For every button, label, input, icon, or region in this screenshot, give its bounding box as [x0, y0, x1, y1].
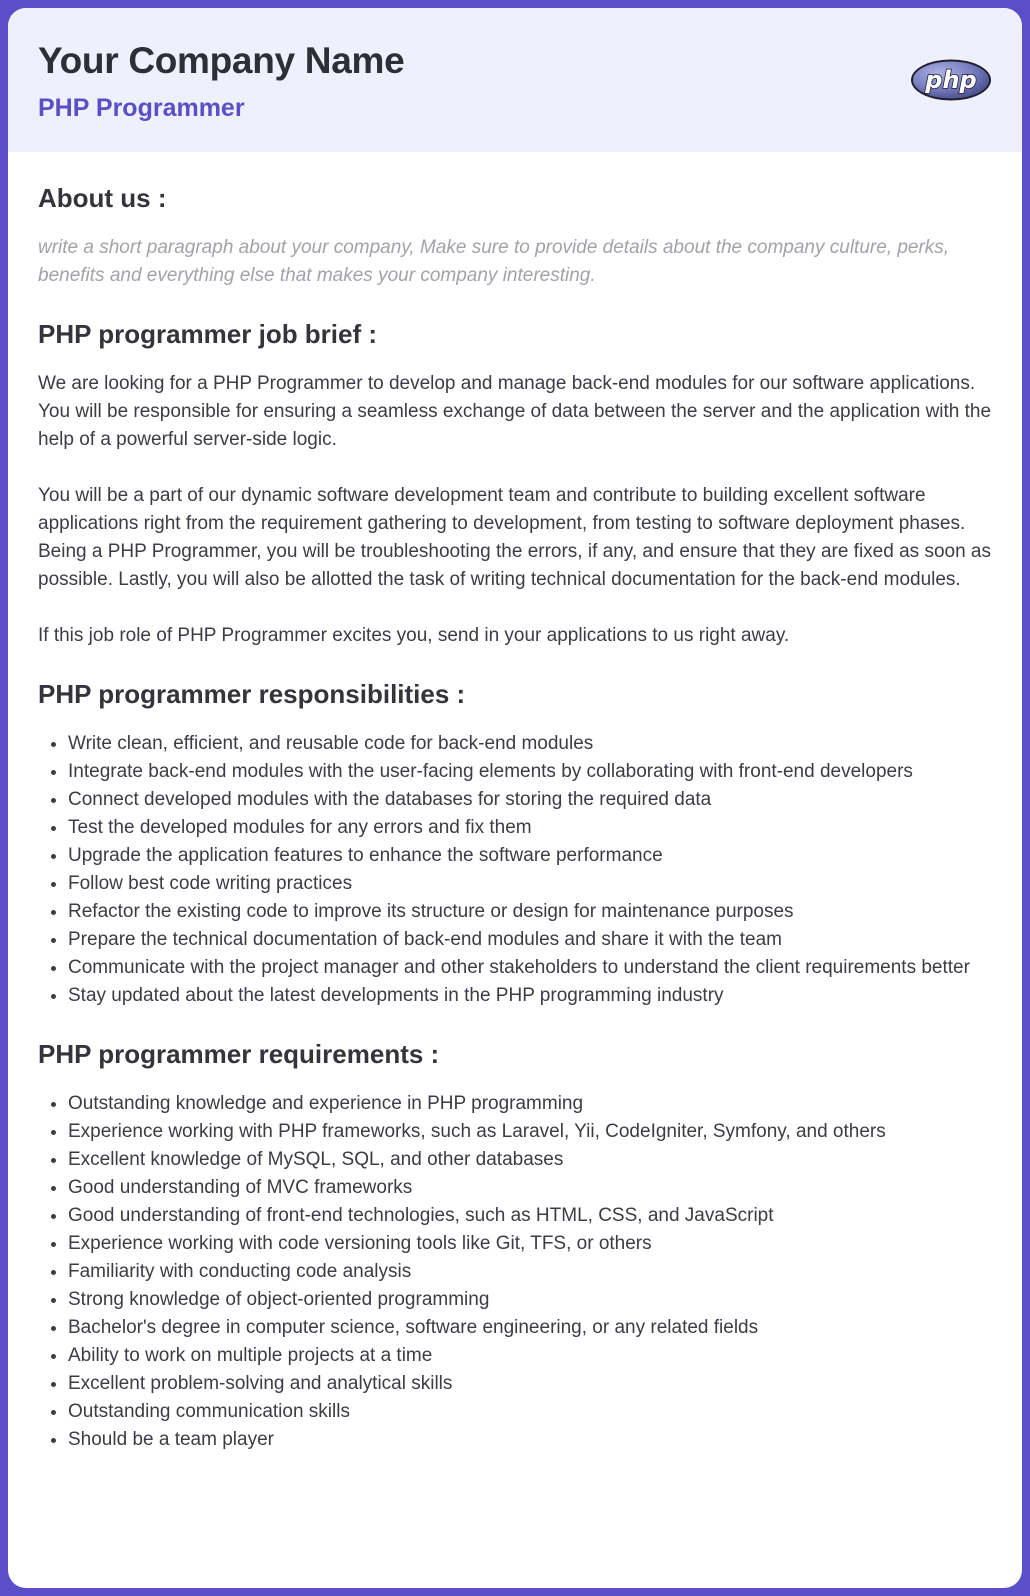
job-brief-paragraph: You will be a part of our dynamic software development team and contribute to building excellent software applications right from the requirement gathering to development, from testing to software deployment phases. Being a PHP Programmer, you will be troubleshooting the errors, if any, and ensure that they are fixed as soon as possible. Lastly, you will also be allotted the task of writing technical documentation for the back-end modules. — [38, 485, 991, 590]
list-item: • Integrate back-end modules with the user-facing elements by collaborating with front-end developers — [68, 758, 992, 786]
about-text: write a short paragraph about your company, Make sure to provide details about the company culture, perks, benefits and everything else that makes your company interesting. — [38, 237, 950, 286]
job-description-card — [8, 8, 1022, 1588]
list-item: • Experience working with code versioning tools like Git, TFS, or others — [68, 1230, 992, 1258]
php-logo-text: php — [925, 66, 977, 94]
list-item: • Excellent problem-solving and analytical skills — [68, 1370, 992, 1398]
list-item: • Ability to work on multiple projects at a time — [68, 1342, 992, 1370]
list-item: • Should be a team player — [68, 1426, 992, 1454]
list-item: • Test the developed modules for any errors and fix them — [68, 814, 992, 842]
list-item: • Excellent knowledge of MySQL, SQL, and other databases — [68, 1146, 992, 1174]
job-brief-paragraph: If this job role of PHP Programmer excites you, send in your applications to us right away. — [38, 625, 790, 646]
list-item: • Write clean, efficient, and reusable code for back-end modules — [68, 730, 992, 758]
requirements-heading: PHP programmer requirements : — [38, 1039, 440, 1069]
company-name: Your Company Name — [38, 40, 405, 81]
list-item: • Bachelor's degree in computer science, software engineering, or any related fields — [68, 1314, 992, 1342]
list-item: • Communicate with the project manager and other stakeholders to understand the client requirements better — [68, 954, 992, 982]
list-item: • Good understanding of front-end technologies, such as HTML, CSS, and JavaScript — [68, 1202, 992, 1230]
list-item: • Good understanding of MVC frameworks — [68, 1174, 992, 1202]
header — [8, 8, 1022, 152]
list-item: • Strong knowledge of object-oriented programming — [68, 1286, 992, 1314]
job-brief-paragraph: We are looking for a PHP Programmer to develop and manage back-end modules for our software applications. You will be responsible for ensuring a seamless exchange of data between the server and the application with the help of a powerful server-side logic. — [38, 373, 992, 450]
php-logo-icon — [910, 58, 992, 102]
list-item: • Follow best code writing practices — [68, 870, 992, 898]
job-brief-heading: PHP programmer job brief : — [38, 319, 378, 349]
list-item: • Connect developed modules with the databases for storing the required data — [68, 786, 992, 814]
responsibilities-list — [38, 730, 992, 1010]
requirements-list — [38, 1090, 992, 1454]
list-item: • Familiarity with conducting code analysis — [68, 1258, 992, 1286]
list-item: • Upgrade the application features to enhance the software performance — [68, 842, 992, 870]
list-item: • Prepare the technical documentation of back-end modules and share it with the team — [68, 926, 992, 954]
job-title: PHP Programmer — [38, 94, 245, 122]
content — [8, 182, 1022, 1454]
list-item: • Outstanding knowledge and experience in PHP programming — [68, 1090, 992, 1118]
list-item: • Stay updated about the latest developments in the PHP programming industry — [68, 982, 992, 1010]
list-item: • Experience working with PHP frameworks, such as Laravel, Yii, CodeIgniter, Symfony, and others — [68, 1118, 992, 1146]
responsibilities-heading: PHP programmer responsibilities : — [38, 679, 466, 709]
about-heading: About us : — [38, 183, 167, 213]
list-item: • Outstanding communication skills — [68, 1398, 992, 1426]
list-item: • Refactor the existing code to improve its structure or design for maintenance purposes — [68, 898, 992, 926]
